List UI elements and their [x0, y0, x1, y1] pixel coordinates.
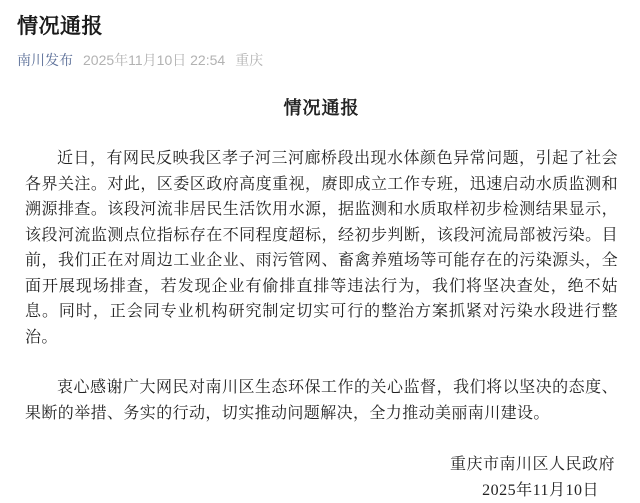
- article-meta-row: [17, 50, 623, 70]
- publish-time: 2025年11月10日 22:54: [83, 50, 225, 70]
- page-title: 情况通报: [17, 13, 623, 41]
- article-header: [0, 0, 640, 70]
- notice-title: 情况通报: [25, 97, 618, 119]
- signature-issuer: 重庆市南川区人民政府: [25, 452, 618, 478]
- notice-paragraph: 衷心感谢广大网民对南川区生态环保工作的关心监督，我们将以坚决的态度、果断的举措、务实的行动，切实推动问题解决，全力推动美丽南川建设。: [25, 375, 618, 426]
- notice-paragraph: 近日，有网民反映我区孝子河三河廊桥段出现水体颜色异常问题，引起了社会各界关注。对此，区委区政府高度重视，赓即成立工作专班，迅速启动水质监测和溯源排查。该段河流非居民生活饮用水源，据监测和水质取样初步检测结果显示，该段河流监测点位指标存在不同程度超标，经初步判断，该段河流局部被污染。目前，我们正在对周边工业企业、雨污管网、畜禽养殖场等可能存在的污染源头，全面开展现场排查，若发现企业有偷排直排等违法行为，我们将坚决查处，绝不姑息。同时，正会同专业机构研究制定切实可行的整治方案抓紧对污染水段进行整治。: [25, 146, 618, 350]
- signature-date: 2025年11月10日: [25, 478, 618, 503]
- notice-body: [25, 146, 618, 426]
- publish-location: 重庆: [235, 50, 263, 70]
- account-name-link[interactable]: 南川发布: [17, 50, 73, 70]
- notice-signature: [25, 452, 618, 503]
- official-notice-document: [0, 97, 640, 503]
